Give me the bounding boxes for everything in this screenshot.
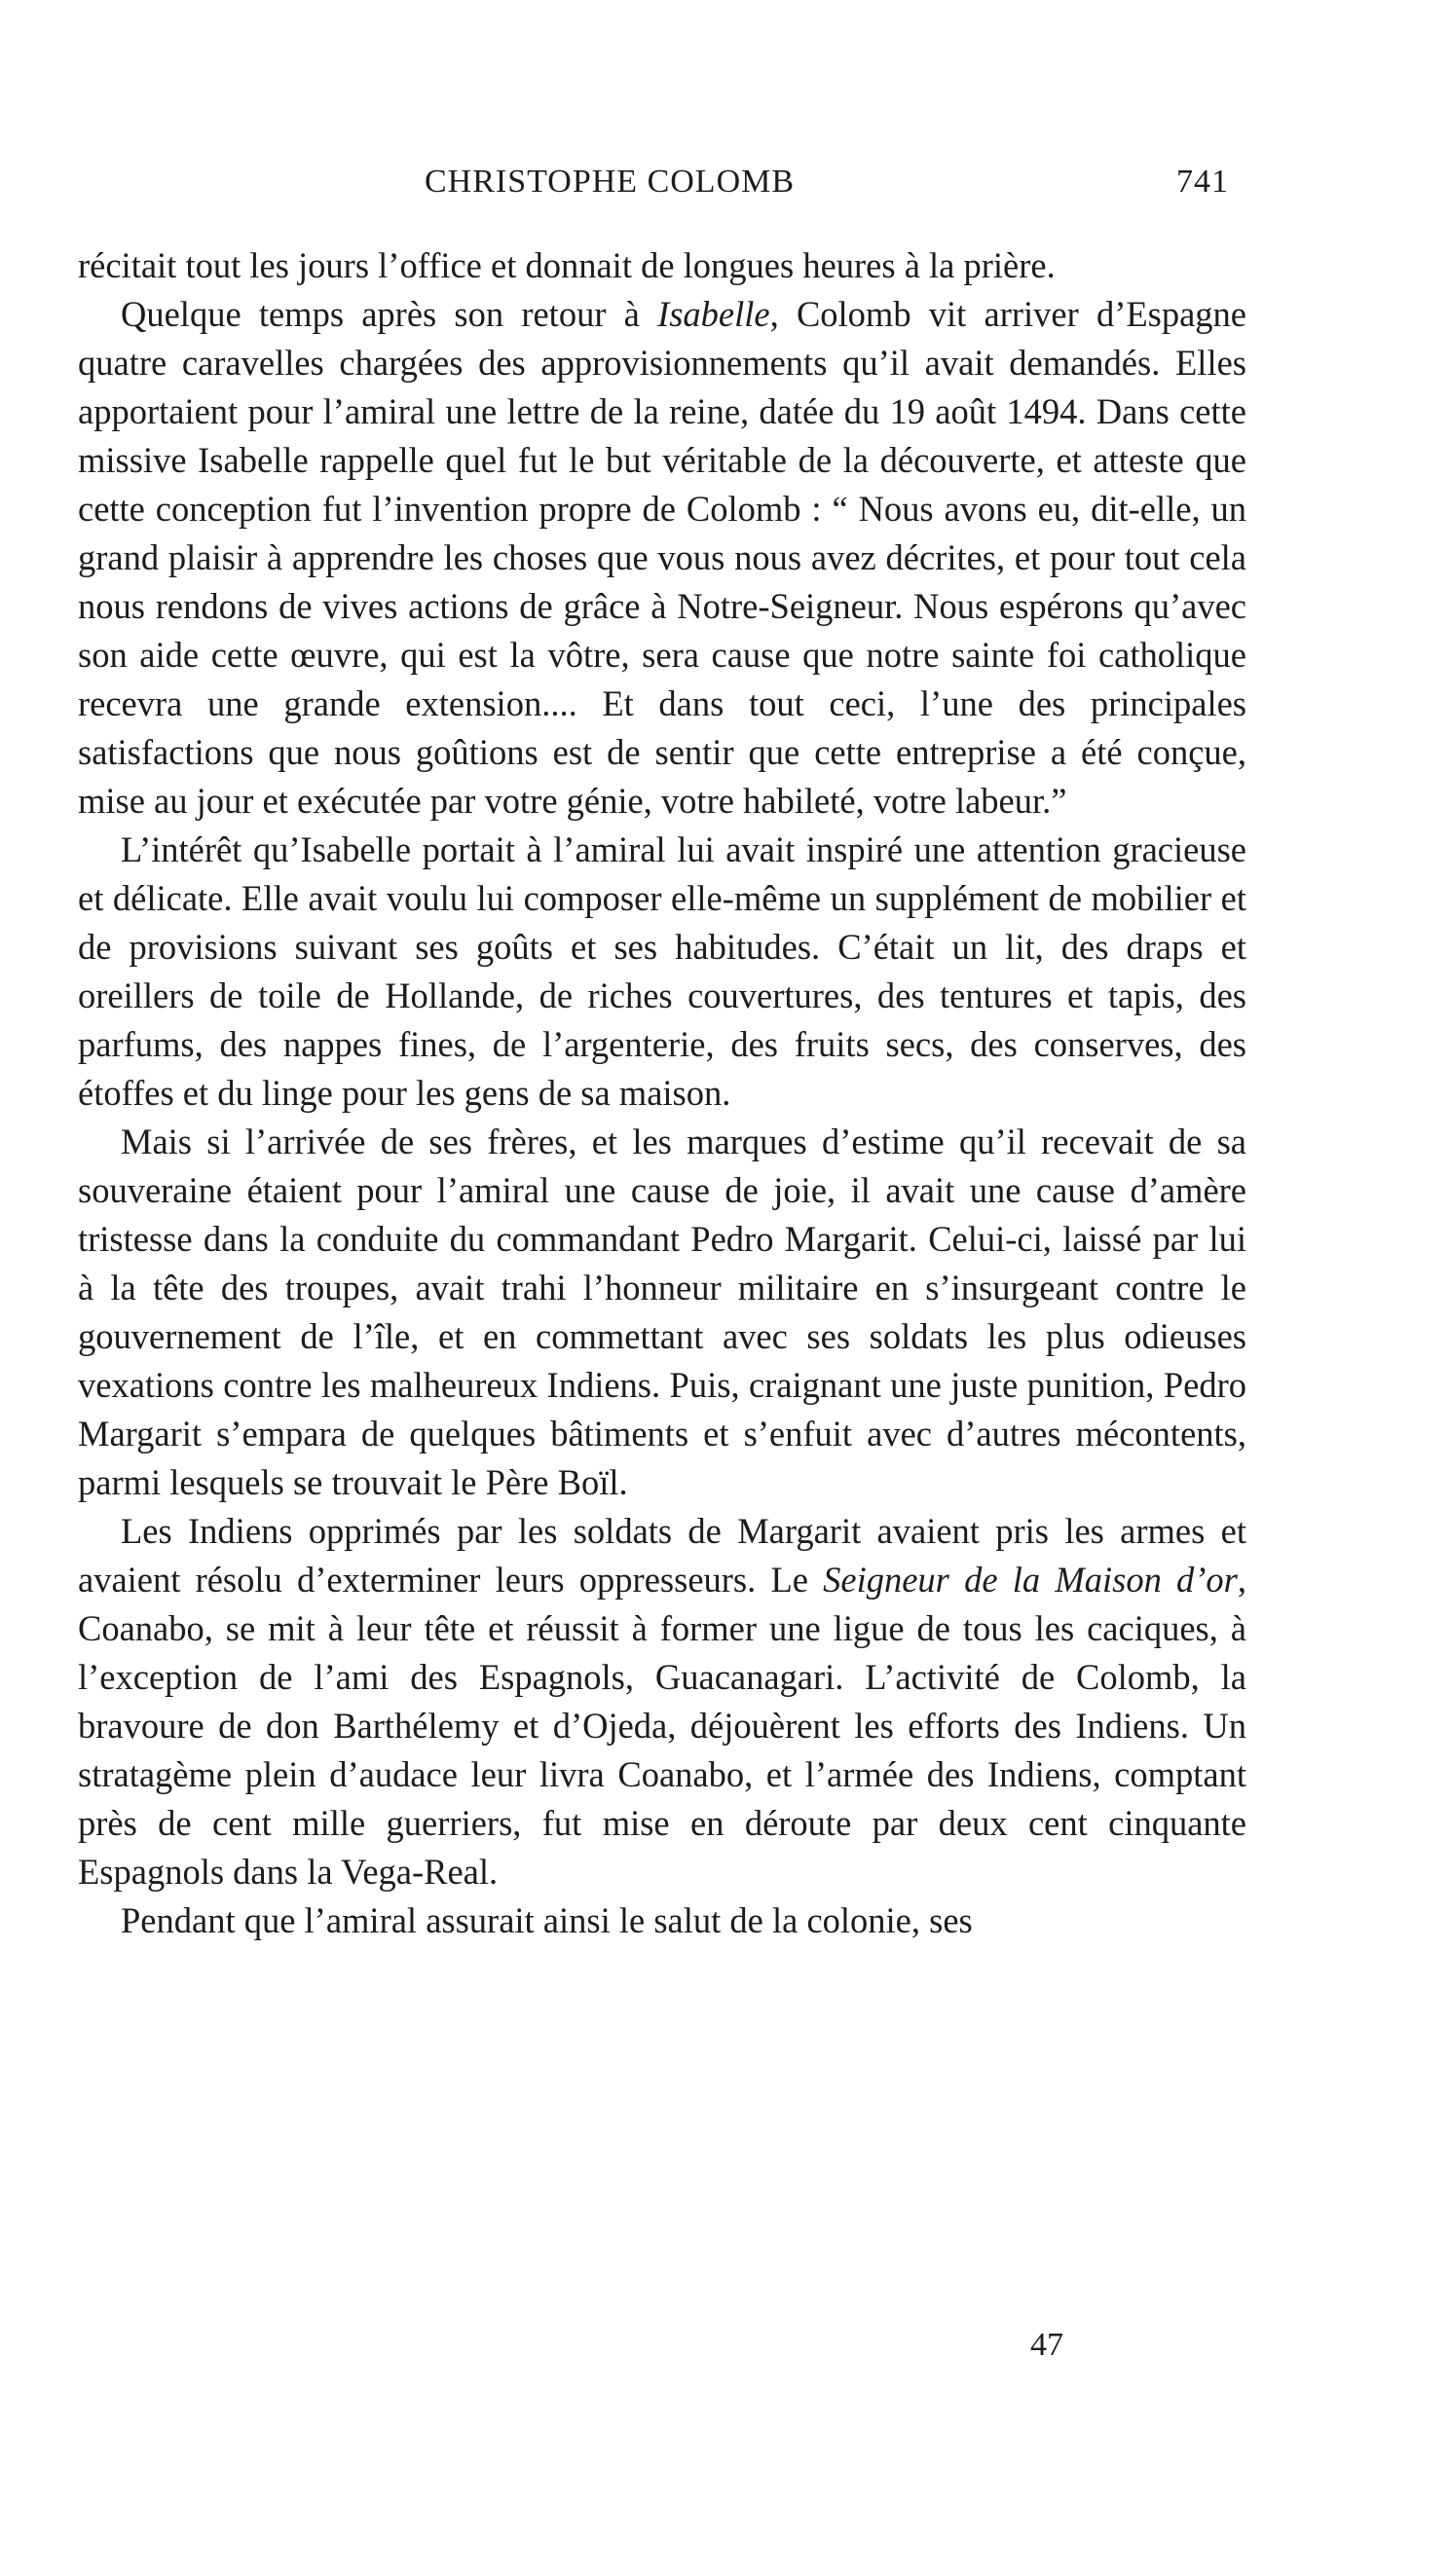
paragraph-margarit: Mais si l’arrivée de ses frères, et les marques d’estime qu’il recevait de sa souveraine étaient pour l’amiral une cause de joie, il avait une cause d’amère tristesse dans la conduite du commandant Pedro Margarit. Celui-ci, laissé par lui à la tête des troupes, avait trahi l’honneur militaire en s’insurgeant contre le gouvernement de l’île, et en commettant avec ses soldats les plus odieuses vexations contre les malheureux Indiens. Puis, craignant une juste punition, Pedro Margarit s’empara de quelques bâtiments et s’enfuit avec d’autres mécontents, parmi lesquels se trouvait le Père Boïl. <box>78 1122 1246 1502</box>
paragraph-gifts: L’intérêt qu’Isabelle portait à l’amiral lui avait inspiré une attention gracieuse et délicate. Elle avait voulu lui composer elle-même un supplément de mobilier et de provisions suivant ses goûts et ses habitudes. C’était un lit, des draps et oreillers de toile de Hollande, de riches couvertures, des tentures et tapis, des parfums, des nappes fines, de l’argenterie, des fruits secs, des conserves, des étoffes et du linge pour les gens de sa maison. <box>78 829 1246 1113</box>
paragraph-text-start: Les Indiens opprimés par les soldats de Margarit avaient pris les armes et avaient résolu d’exterminer leurs oppresseurs. Le <box>78 1511 1246 1600</box>
paragraph-text-start: Quelque temps après son retour à <box>121 294 658 334</box>
paragraph-continuation: récitait tout les jours l’office et donnait de longues heures à la prière. <box>78 245 1056 285</box>
paragraph-coanabo <box>78 1507 1246 1896</box>
signature-mark: 47 <box>1030 2327 1063 2363</box>
paragraph-letter-of-isabella <box>78 290 1246 826</box>
paragraph-text-end: , Coanabo, se mit à leur tête et réussit à former une ligue de tous les caciques, à l’exception de l’ami des Espagnols, Guacanagari. L’activité de Colomb, la bravoure de don Barthélemy et d’Ojeda, déjouèrent les efforts des Indiens. Un stratagème plein d’audace leur livra Coanabo, et l’armée des Indiens, comptant près de cent mille guerriers, fut mise en déroute par deux cent cinquante Espagnols dans la Vega-Real. <box>78 1560 1246 1892</box>
running-head <box>0 164 1449 212</box>
paragraph-final-line: Pendant que l’amiral assurait ainsi le salut de la colonie, ses <box>121 1900 973 1940</box>
page-number: 741 <box>1176 164 1229 200</box>
title-seigneur-maison-dor: Seigneur de la Maison d’or <box>823 1560 1238 1600</box>
running-title: CHRISTOPHE COLOMB <box>425 164 796 200</box>
place-name-isabelle: Isabelle <box>657 294 770 334</box>
paragraph-text-end: , Colomb vit arriver d’Espagne quatre caravelles chargées des approvisionnements qu’il avait demandés. Elles apportaient pour l’amiral une lettre de la reine, datée du 19 août 1494. Dans cette missive Isabelle rappelle quel fut le but véritable de la découverte, et atteste que cette conception fut l’invention propre de Colomb : “ Nous avons eu, dit-elle, un grand plaisir à apprendre les choses que vous nous avez décrites, et pour tout cela nous rendons de vives actions de grâce à Notre-Seigneur. Nous espérons qu’avec son aide cette œuvre, qui est la vôtre, sera cause que notre sainte foi catholique recevra une grande extension.... Et dans tout ceci, l’une des principales satisfactions que nous goûtions est de sentir que cette entreprise a été conçue, mise au jour et exécutée par votre génie, votre habileté, votre labeur.” <box>78 294 1246 821</box>
body-text <box>78 241 1246 1945</box>
